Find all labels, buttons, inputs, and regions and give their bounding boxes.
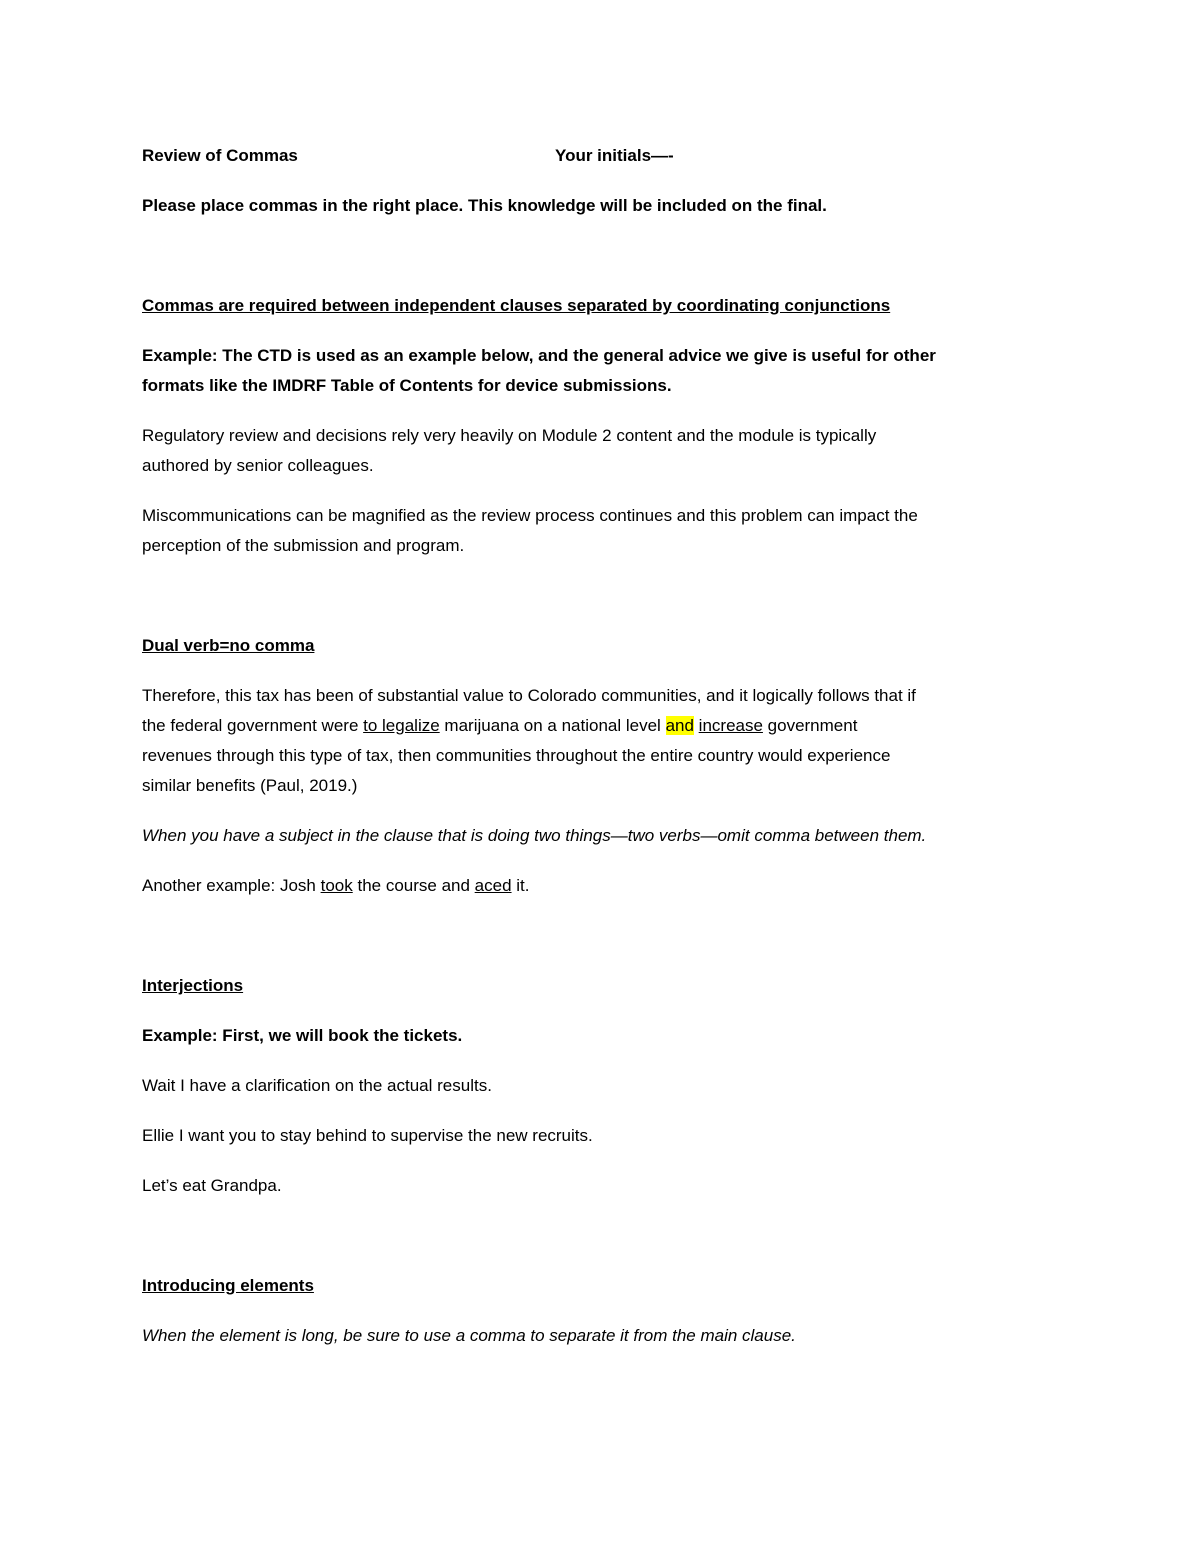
title-line bbox=[142, 141, 674, 171]
underlined-verb: took bbox=[320, 876, 353, 895]
section-heading-coordinating: Commas are required between independent clauses separated by coordinating conjunctions bbox=[142, 296, 891, 315]
coordinating-example-line-1: Example: The CTD is used as an example below, and the general advice we give is useful for other bbox=[142, 346, 936, 365]
section-heading-interjections: Interjections bbox=[142, 976, 244, 995]
dual-verb-paragraph-line-3: revenues through this type of tax, then communities throughout the entire country would experience bbox=[142, 746, 891, 765]
dual-verb-another-example bbox=[142, 871, 530, 901]
coordinating-exercise-2-line-2: perception of the submission and program. bbox=[142, 536, 465, 555]
underlined-verb: to legalize bbox=[363, 716, 440, 735]
introducing-elements-rule: When the element is long, be sure to use a comma to separate it from the main clause. bbox=[142, 1326, 796, 1345]
interjections-example: Example: First, we will book the tickets. bbox=[142, 1026, 463, 1045]
section-heading-dual-verb: Dual verb=no comma bbox=[142, 636, 315, 655]
document-title: Review of Commas bbox=[142, 146, 298, 165]
dual-verb-paragraph-line-2 bbox=[142, 711, 857, 741]
text-run: the federal government were bbox=[142, 716, 364, 735]
coordinating-exercise-1-line-2: authored by senior colleagues. bbox=[142, 456, 374, 475]
dual-verb-paragraph-line-1: Therefore, this tax has been of substantial value to Colorado communities, and it logically follows that if bbox=[142, 686, 916, 705]
dual-verb-paragraph-line-4: similar benefits (Paul, 2019.) bbox=[142, 776, 358, 795]
section-heading-introducing-elements: Introducing elements bbox=[142, 1276, 314, 1295]
dual-verb-rule: When you have a subject in the clause that is doing two things—two verbs—omit comma between them. bbox=[142, 826, 927, 845]
underlined-verb: increase bbox=[698, 716, 763, 735]
coordinating-exercise-2-line-1: Miscommunications can be magnified as the review process continues and this problem can impact the bbox=[142, 506, 918, 525]
coordinating-example-line-2: formats like the IMDRF Table of Contents for device submissions. bbox=[142, 376, 672, 395]
underlined-verb: aced bbox=[474, 876, 512, 895]
text-run: the course and bbox=[352, 876, 475, 895]
text-run: marijuana on a national level bbox=[439, 716, 666, 735]
initials-label: Your initials—- bbox=[555, 146, 674, 165]
coordinating-exercise-1-line-1: Regulatory review and decisions rely very heavily on Module 2 content and the module is typically bbox=[142, 426, 877, 445]
interjections-exercise-2: Ellie I want you to stay behind to supervise the new recruits. bbox=[142, 1126, 593, 1145]
interjections-exercise-1: Wait I have a clarification on the actual results. bbox=[142, 1076, 492, 1095]
text-run: Another example: Josh bbox=[142, 876, 321, 895]
text-run: government bbox=[762, 716, 858, 735]
instruction: Please place commas in the right place. This knowledge will be included on the final. bbox=[142, 196, 827, 215]
interjections-exercise-3: Let’s eat Grandpa. bbox=[142, 1176, 282, 1195]
highlighted-conjunction: and bbox=[665, 716, 694, 735]
text-run: it. bbox=[511, 876, 530, 895]
